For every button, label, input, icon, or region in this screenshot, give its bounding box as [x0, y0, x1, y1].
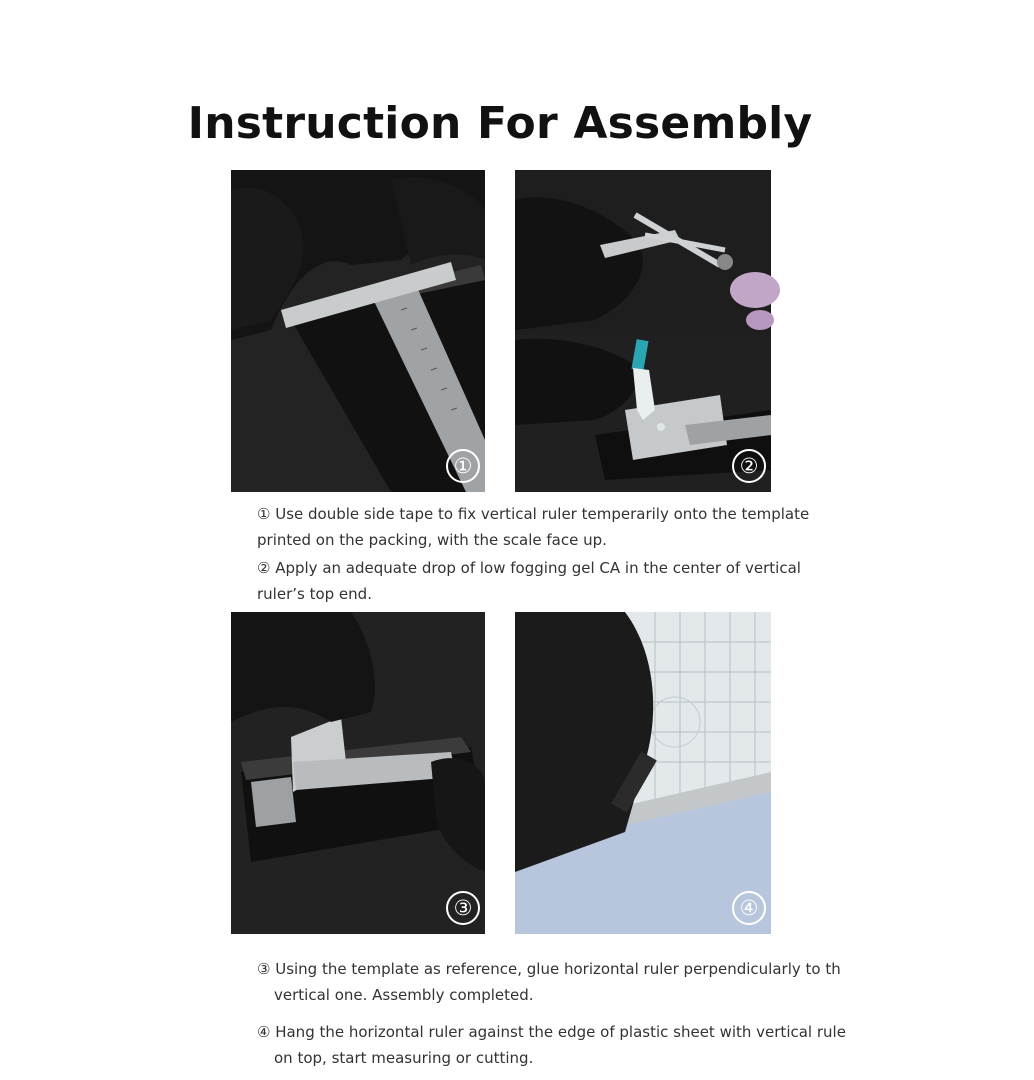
step-1-text [257, 501, 810, 553]
step-3-text [257, 956, 841, 1008]
step-number-badge-4: ④ [732, 891, 766, 925]
step-number-badge-1: ① [446, 449, 480, 483]
photo-step-4 [515, 612, 771, 934]
step-number-badge-2: ② [732, 449, 766, 483]
photo-step-2 [515, 170, 771, 492]
photo-step-3-illustration [231, 612, 485, 934]
step-3-line-1: ③ Using the template as reference, glue horizontal ruler perpendicularly to th [257, 960, 841, 978]
page-title: Instruction For Assembly [187, 98, 813, 149]
photo-step-3 [231, 612, 485, 934]
photo-step-1 [231, 170, 485, 492]
step-4-line-1: ④ Hang the horizontal ruler against the edge of plastic sheet with vertical rule [257, 1023, 846, 1041]
step-4-text [257, 1019, 846, 1071]
step-number-badge-3: ③ [446, 891, 480, 925]
step-4-line-2: on top, start measuring or cutting. [274, 1049, 534, 1067]
photo-step-2-illustration [515, 170, 771, 492]
step-1-line-2: printed on the packing, with the scale face up. [257, 531, 607, 549]
step-2-line-1: ② Apply an adequate drop of low fogging gel CA in the center of vertical [257, 559, 801, 577]
step-3-line-2: vertical one. Assembly completed. [274, 986, 534, 1004]
step-2-text [257, 555, 801, 607]
photo-step-4-illustration [515, 612, 771, 934]
step-2-line-2: ruler’s top end. [257, 585, 372, 603]
step-1-line-1: ① Use double side tape to fix vertical ruler temperarily onto the template [257, 505, 810, 523]
photo-step-1-illustration [231, 170, 485, 492]
